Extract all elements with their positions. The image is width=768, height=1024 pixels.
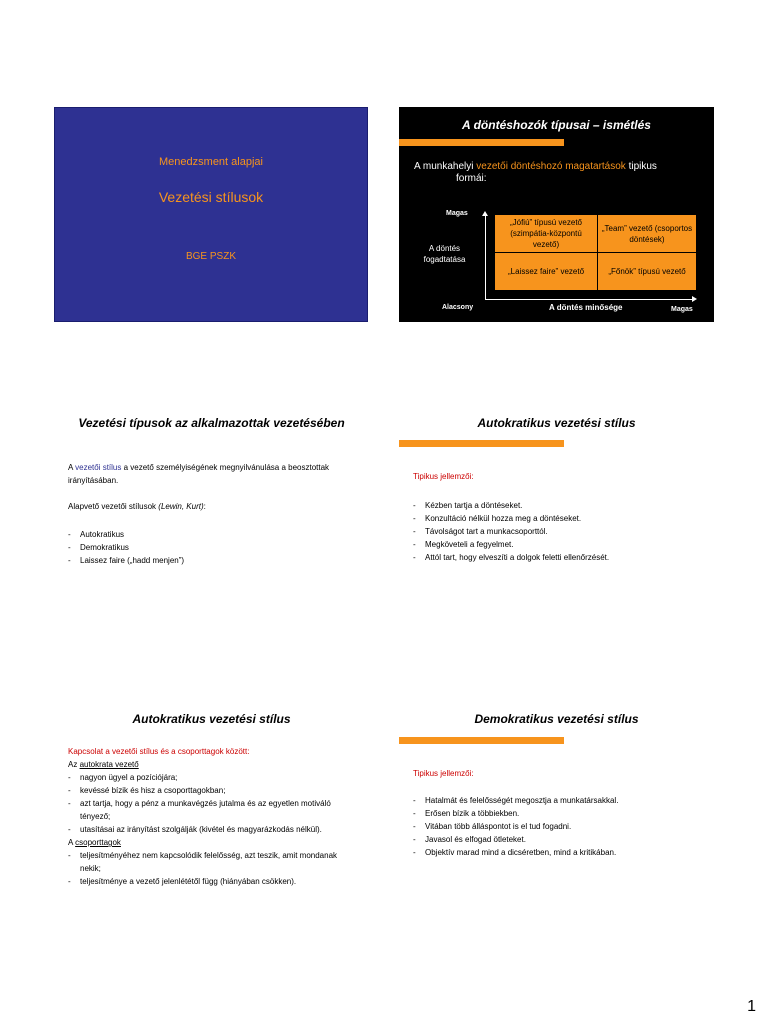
underlined-term: autokrata vezető xyxy=(79,760,139,769)
intro-line2: formái: xyxy=(456,173,487,184)
y-axis-high-label: Magas xyxy=(446,210,468,217)
traits-list xyxy=(413,794,703,859)
page-number: 1 xyxy=(747,998,756,1015)
slide-title: Autokratikus vezetési stílus xyxy=(477,416,636,430)
x-axis-arrow xyxy=(485,299,693,300)
text: A xyxy=(68,838,76,847)
list-item: - Konzultáció nélkül hozza meg a döntéseket. xyxy=(413,512,703,525)
definition-paragraph xyxy=(68,461,338,487)
text: Alapvető vezetői stílusok xyxy=(68,502,159,511)
course-name: Menedzsment alapjai xyxy=(159,156,263,168)
autocratic-style-slide xyxy=(399,404,714,619)
list-item: - Attól tart, hogy elveszíti a dolgok feletti ellenőrzését. xyxy=(413,551,703,564)
decision-maker-types-slide xyxy=(399,107,714,322)
slide-title: Vezetési típusok az alkalmazottak vezetésében xyxy=(78,416,345,430)
matrix-cell-laissez-faire: „Laissez faire” vezető xyxy=(495,253,597,290)
intro-text: A munkahelyi xyxy=(414,161,477,172)
intro-text-end: tipikus xyxy=(625,161,657,172)
list-item: - Hatalmát és felelősségét megosztja a munkatársakkal. xyxy=(413,794,703,807)
list-item: - teljesítményéhez nem kapcsolódik felelősség, azt teszik, amit mondanak nekik; xyxy=(68,849,358,875)
leadership-types-slide xyxy=(54,404,369,619)
list-item: - Erősen bízik a többiekben. xyxy=(413,807,703,820)
matrix-cell-boss: „Főnök” típusú vezető xyxy=(598,253,696,290)
author-citation: (Lewin, Kurt) xyxy=(158,502,204,511)
list-item: - Objektív marad mind a dicséretben, mind a kritikában. xyxy=(413,846,703,859)
list-item: - Javasol és elfogad ötleteket. xyxy=(413,833,703,846)
title-underline-bar xyxy=(399,440,564,447)
slide-intro xyxy=(414,161,704,185)
axis-low-label: Alacsony xyxy=(442,304,474,311)
text: A xyxy=(68,463,76,472)
list-item: - Demokratikus xyxy=(68,541,348,554)
styles-list xyxy=(68,528,348,567)
x-axis-label: A döntés minősége xyxy=(549,303,623,312)
list-item: - Vitában több álláspontot is el tud fogadni. xyxy=(413,820,703,833)
underlined-term: csoporttagok xyxy=(75,838,121,847)
list-item: - teljesítménye a vezető jelenlététől függ (hiányában csökken). xyxy=(68,875,358,888)
relations-heading: Kapcsolat a vezetői stílus és a csoporttagok között: xyxy=(68,747,250,756)
slide-subtitle xyxy=(413,470,474,483)
lecture-title: Vezetési stílusok xyxy=(158,189,264,205)
list-item: - utasításai az irányítást szolgálják (kivétel és magyarázkodás nélkül). xyxy=(68,823,358,836)
subtitle-text: Tipikus jellemzői: xyxy=(413,769,474,778)
democratic-style-slide xyxy=(399,702,714,917)
text: Az xyxy=(68,760,80,769)
title-underline-bar xyxy=(399,737,564,744)
list-item: - Autokratikus xyxy=(68,528,348,541)
list-item: - Megköveteli a fegyelmet. xyxy=(413,538,703,551)
intro-highlight: vezetői döntéshozó magatartások xyxy=(476,161,626,172)
y-axis-arrow xyxy=(485,215,486,299)
list-item: - kevéssé bízik és hisz a csoporttagokban; xyxy=(68,784,358,797)
list-item: - azt tartja, hogy a pénz a munkavégzés jutalma és az egyetlen motiváló tényező; xyxy=(68,797,358,823)
term-highlight: vezetői stílus xyxy=(75,463,122,472)
subtitle-text: Tipikus jellemzői: xyxy=(413,472,474,481)
slide-title: Autokratikus vezetési stílus xyxy=(132,712,291,726)
styles-heading xyxy=(68,500,348,513)
subheading-leader xyxy=(68,758,358,771)
institution: BGE PSZK xyxy=(185,251,236,262)
slide-title: A döntéshozók típusai – ismétlés xyxy=(462,118,651,132)
title-slide xyxy=(54,107,368,322)
list-item: - Kézben tartja a döntéseket. xyxy=(413,499,703,512)
list-item: - nagyon ügyel a pozíciójára; xyxy=(68,771,358,784)
text: : xyxy=(203,502,206,511)
text: a vezető személyiségének megnyilvánulása a beosztottak irányításában. xyxy=(68,463,330,485)
autocratic-relations-slide xyxy=(54,702,369,917)
subheading-members xyxy=(68,836,358,849)
title-underline-bar xyxy=(399,139,564,146)
decision-matrix xyxy=(495,215,695,289)
relations-content xyxy=(68,745,358,888)
y-axis-label: A döntés fogadtatása xyxy=(423,244,466,264)
x-axis-high-label: Magas xyxy=(671,306,693,313)
slide-subtitle xyxy=(413,767,474,780)
slide-title: Demokratikus vezetési stílus xyxy=(474,712,639,726)
list-item: - Laissez faire („hadd menjen”) xyxy=(68,554,348,567)
traits-list xyxy=(413,499,703,564)
matrix-cell-goodguy: „Jófiú” típusú vezető (szimpátia-központú vezető) xyxy=(495,215,597,252)
list-item: - Távolságot tart a munkacsoporttól. xyxy=(413,525,703,538)
matrix-cell-team: „Team” vezető (csoportos döntések) xyxy=(598,215,696,252)
